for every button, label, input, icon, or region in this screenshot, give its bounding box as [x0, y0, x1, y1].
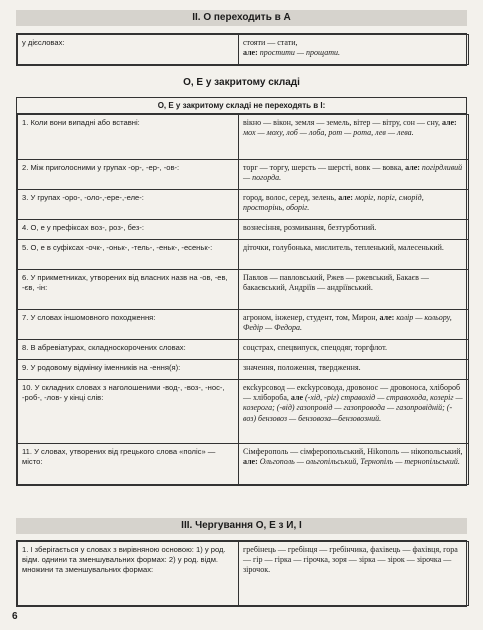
table-row — [18, 270, 469, 310]
table-row — [18, 240, 469, 270]
exception-text: моріг, поріг, сморід, просторінь, оборіг. — [243, 193, 424, 213]
oe-closed-syllable-table — [16, 97, 467, 486]
table-cell-rule: у дієсловах: — [18, 35, 239, 65]
table-cell-examples — [239, 35, 469, 65]
table-cell-rule: 4. О, е у префіксах воз-, роз-, без-: — [18, 220, 239, 240]
exception-label: але: — [243, 48, 258, 58]
exception-label: але: — [405, 163, 420, 172]
exception-text: Ольгополь — ольгопільський, Тернопіль — тернопільський. — [259, 457, 460, 467]
section-heading-oe-closed-syllable: О, Е у закритому складі — [183, 77, 300, 88]
table-row — [18, 360, 469, 380]
example-text: ексkурсовод — ексkурсовода, дровонос — дровоноса, хлібороб — хлібороба, — [243, 383, 461, 403]
table-cell-rule: 10. У складних словах з наголошеними -вод-, -воз-, -нос-, -роб-, -лов- у кінці слів: — [18, 380, 239, 444]
table-row — [18, 220, 469, 240]
exception-text: простити — прощати. — [259, 48, 341, 58]
alternation-table — [16, 540, 467, 607]
table-cell-examples — [239, 380, 469, 444]
table-cell-rule: 11. У словах, утворених від грецького слова «поліс» — місто: — [18, 444, 239, 485]
table-row — [18, 115, 469, 160]
table-cell-examples — [239, 444, 469, 485]
table-cell-examples: діточки, голубонька, мислитель, тепленький, малесенький. — [239, 240, 469, 270]
table-cell-rule: 1. Коли вони випадні або вставні: — [18, 115, 239, 160]
exception-label: але — [290, 393, 304, 403]
example-text: торг — торгу, шерсть — шерсті, вовк — вовка, — [243, 163, 404, 172]
table-cell-examples: вознесіння, розмивання, безтурботний. — [239, 220, 469, 240]
exception-label: але: — [338, 193, 353, 202]
table-cell-examples: гребінець — гребінця — гребінчика, фахівець — фахівця, гора — гір — гірка — гірочка, зоря — зірка — зірок — зірочка — зірочок. — [239, 542, 469, 606]
exception-text: (-хід, -ріг) стравохід — стравохода, козеріг — козерога; (-від) газопровід — газопровода — газопровідній; (-воз) бензовоз — бензовоза—бензовозний. — [243, 393, 463, 423]
exception-label: але: — [441, 118, 457, 127]
table-cell-rule: 6. У прикметниках, утворених від власних назв на -ов, -ев, -єв, -ін: — [18, 270, 239, 310]
table-cell-examples: соцстрах, спецвипуск, спецодяг, торгфлот. — [239, 340, 469, 360]
table-row — [18, 380, 469, 444]
exception-text: мох — моху, лоб — лоба, рот — рота, лев — лева. — [243, 128, 414, 138]
table-cell-examples: Павлов — павловський, Ржев — ржевський, Бакаєв — бакаєвський, Андріїв — андріївський. — [239, 270, 469, 310]
example-text: вікно — вікон, земля — земель, вітер — вітру, сон — сну, — [243, 118, 440, 127]
table-row — [18, 190, 469, 220]
table-row — [18, 35, 469, 65]
table-cell-examples — [239, 310, 469, 340]
table-cell-rule: 9. У родовому відмінку іменників на -ення(я): — [18, 360, 239, 380]
example-text: город, волос, серед, зелень, — [243, 193, 337, 202]
table-row — [18, 542, 469, 606]
exception-text: погірдливий — погорда. — [243, 163, 463, 183]
exception-label: але: — [379, 313, 395, 322]
example-text: стояти — стати, — [243, 38, 298, 47]
table-cell-rule: 1. І зберігається у словах з вирівняною основою: 1) у род. відм. однини та зменшувальних формах: 2) у род. відм. множини та зменшувальних формах: — [18, 542, 239, 606]
section-heading-alternation: ІІІ. Чергування О, Е з И, І — [16, 518, 467, 534]
example-text: Сімферополь — сімферопольський, Ніkополь — нікопольський, — [243, 447, 463, 456]
section-heading-o-to-a: ІІ. О переходить в А — [16, 10, 467, 26]
page-number: 6 — [12, 611, 18, 622]
table-cell-rule: 7. У словах іншомовного походження: — [18, 310, 239, 340]
table-row — [18, 310, 469, 340]
table-cell-examples — [239, 115, 469, 160]
table-cell-rule: 3. У групах -оро-, -оло-,-ере-,-еле-: — [18, 190, 239, 220]
table-row — [18, 340, 469, 360]
table-title: О, Е у закритому складі не переходять в І: — [17, 98, 466, 114]
table-cell-examples — [239, 160, 469, 190]
example-text: агроном, інженер, студент, том, Мирон, — [243, 313, 378, 322]
exception-label: але: — [243, 457, 258, 467]
o-to-a-table — [16, 33, 467, 66]
table-row — [18, 160, 469, 190]
table-row — [18, 444, 469, 485]
table-cell-rule: 5. О, е в суфіксах -очк-, -оньк-, -тель-, -еньк-, -есеньк-: — [18, 240, 239, 270]
table-cell-examples — [239, 190, 469, 220]
exception-text: колір — кольору, Федір — Федора. — [243, 313, 452, 333]
table-cell-examples: значення, положення, твердження. — [239, 360, 469, 380]
table-cell-rule: 2. Між приголосними у групах -ор-, -ер-, -ов-: — [18, 160, 239, 190]
table-cell-rule: 8. В абревіатурах, складноскорочених словах: — [18, 340, 239, 360]
